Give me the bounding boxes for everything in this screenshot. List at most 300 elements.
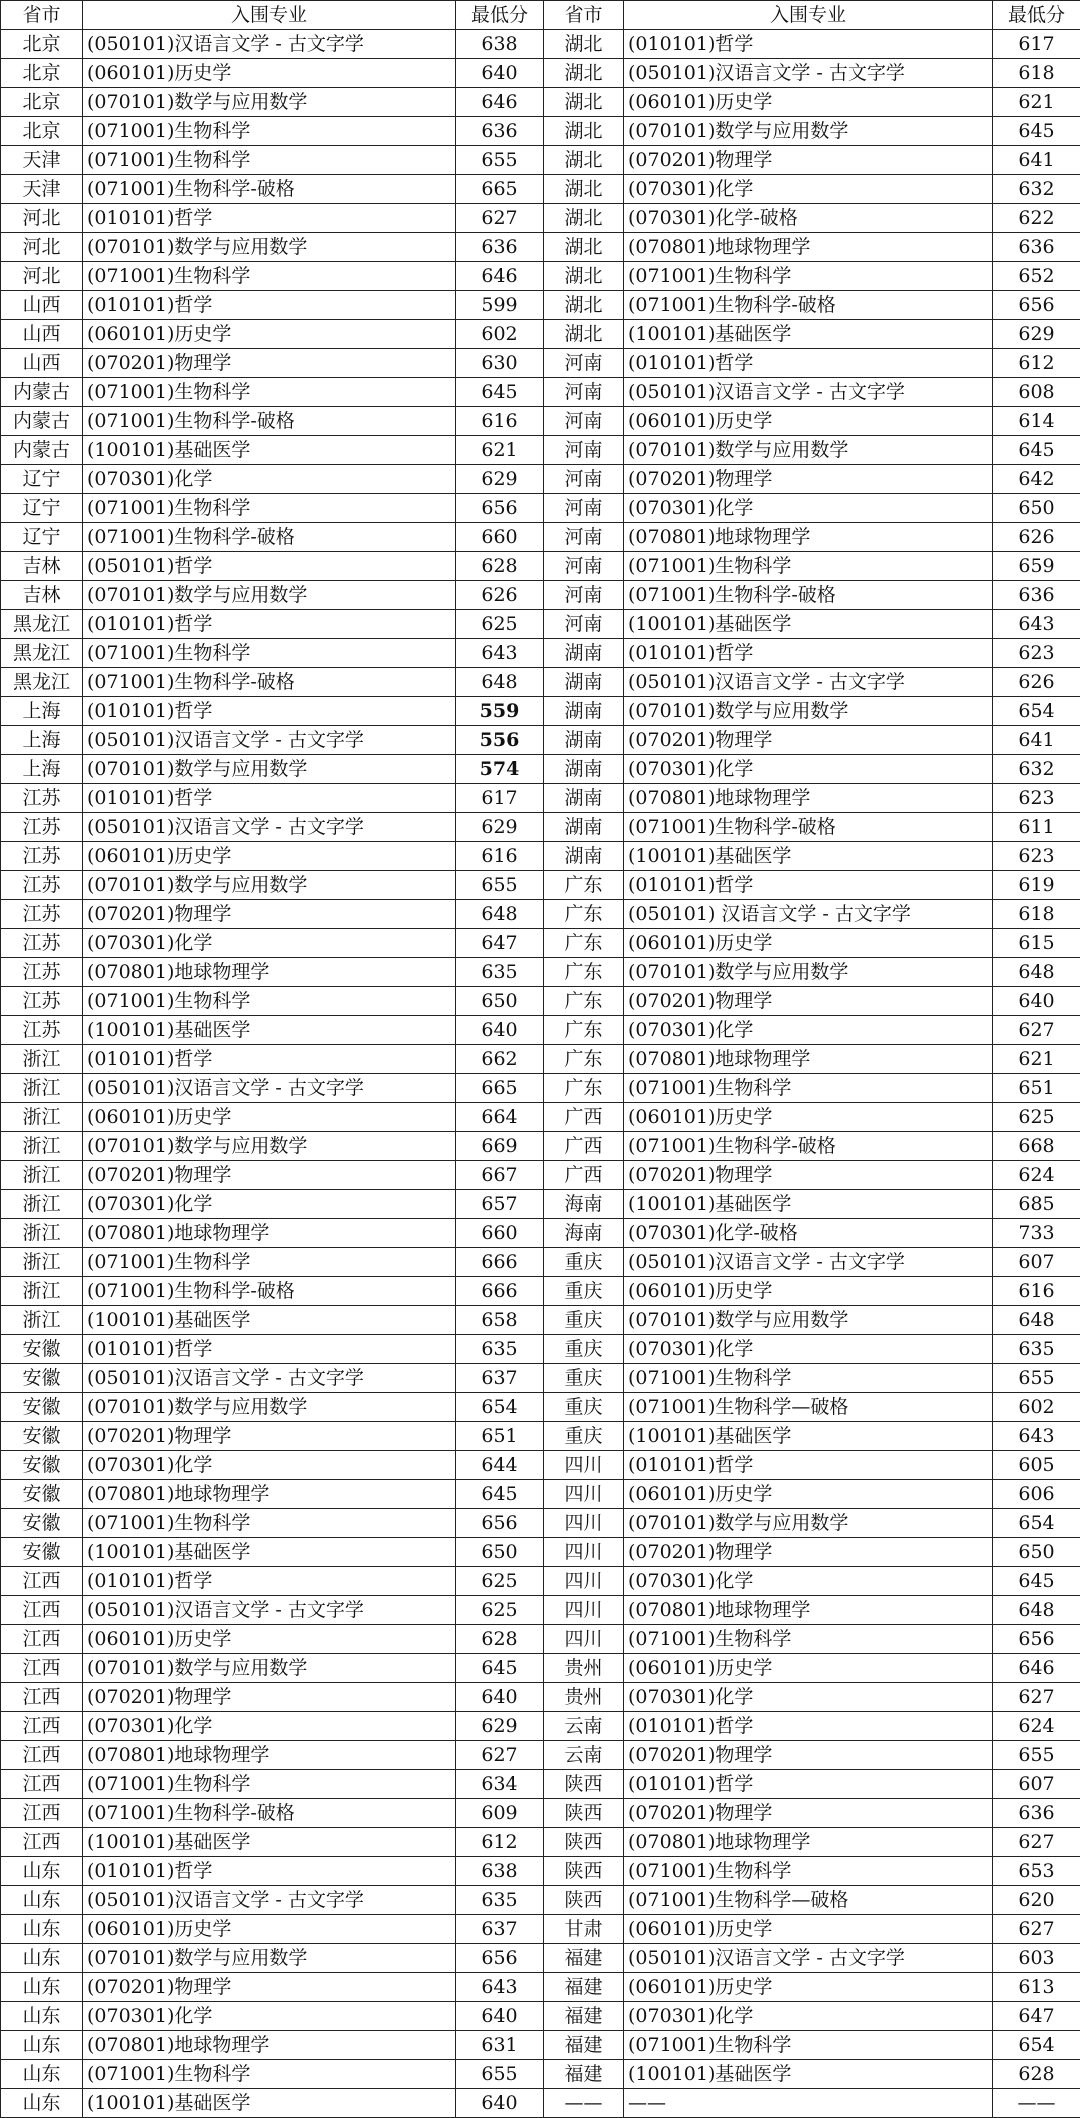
province-cell: 湖北 xyxy=(544,175,624,204)
major-cell: (071001)生物科学 xyxy=(83,2060,456,2089)
province-cell: 福建 xyxy=(544,1973,624,2002)
table-row xyxy=(1,1306,1080,1335)
major-cell: (071001)生物科学 xyxy=(624,552,993,581)
score-cell: 628 xyxy=(456,1625,544,1654)
score-cell: 647 xyxy=(456,929,544,958)
province-cell: 江西 xyxy=(1,1596,83,1625)
header-major: 入围专业 xyxy=(624,1,993,30)
score-cell: 656 xyxy=(993,291,1080,320)
major-cell: (060101)历史学 xyxy=(624,1915,993,1944)
major-cell: (100101)基础医学 xyxy=(624,2060,993,2089)
major-cell: (100101)基础医学 xyxy=(624,610,993,639)
major-cell: (071001)生物科学 xyxy=(83,639,456,668)
score-cell: 650 xyxy=(993,494,1080,523)
score-cell: 638 xyxy=(456,30,544,59)
province-cell: 浙江 xyxy=(1,1103,83,1132)
province-cell: 海南 xyxy=(544,1190,624,1219)
province-cell: 安徽 xyxy=(1,1335,83,1364)
score-cell: 659 xyxy=(993,552,1080,581)
score-cell: 627 xyxy=(993,1683,1080,1712)
score-cell: 644 xyxy=(456,1451,544,1480)
province-cell: 安徽 xyxy=(1,1509,83,1538)
score-cell: 648 xyxy=(993,958,1080,987)
province-cell: 贵州 xyxy=(544,1654,624,1683)
score-cell: 640 xyxy=(456,1683,544,1712)
province-cell: 四川 xyxy=(544,1509,624,1538)
major-cell: (070301)化学 xyxy=(624,1335,993,1364)
score-cell: 656 xyxy=(456,1944,544,1973)
table-row xyxy=(1,494,1080,523)
province-cell: 河南 xyxy=(544,523,624,552)
province-cell: 浙江 xyxy=(1,1045,83,1074)
score-cell: 629 xyxy=(456,813,544,842)
province-cell: 河北 xyxy=(1,262,83,291)
province-cell: 山西 xyxy=(1,320,83,349)
province-cell: 山东 xyxy=(1,1915,83,1944)
major-cell: (071001)生物科学 xyxy=(83,1509,456,1538)
province-cell: 广西 xyxy=(544,1103,624,1132)
province-cell: 山东 xyxy=(1,1944,83,1973)
score-cell: 653 xyxy=(993,1857,1080,1886)
province-cell: 云南 xyxy=(544,1741,624,1770)
province-cell: 湖南 xyxy=(544,726,624,755)
table-row xyxy=(1,1567,1080,1596)
major-cell: (010101)哲学 xyxy=(624,1712,993,1741)
score-cell: 628 xyxy=(993,2060,1080,2089)
score-cell: 612 xyxy=(456,1828,544,1857)
table-row xyxy=(1,1654,1080,1683)
table-row xyxy=(1,1045,1080,1074)
score-cell: 631 xyxy=(456,2031,544,2060)
major-cell: —— xyxy=(624,2089,993,2118)
table-row xyxy=(1,755,1080,784)
province-cell: 江西 xyxy=(1,1567,83,1596)
score-cell: 626 xyxy=(456,581,544,610)
major-cell: (060101)历史学 xyxy=(83,320,456,349)
major-cell: (071001)生物科学 xyxy=(624,1625,993,1654)
province-cell: 河南 xyxy=(544,494,624,523)
province-cell: 四川 xyxy=(544,1596,624,1625)
major-cell: (100101)基础医学 xyxy=(624,320,993,349)
major-cell: (071001)生物科学-破格 xyxy=(83,175,456,204)
major-cell: (100101)基础医学 xyxy=(83,1016,456,1045)
major-cell: (070101)数学与应用数学 xyxy=(624,436,993,465)
table-row xyxy=(1,1161,1080,1190)
province-cell: 上海 xyxy=(1,755,83,784)
major-cell: (010101)哲学 xyxy=(83,784,456,813)
province-cell: 福建 xyxy=(544,2031,624,2060)
province-cell: 上海 xyxy=(1,726,83,755)
score-cell: 647 xyxy=(993,2002,1080,2031)
major-cell: (070101)数学与应用数学 xyxy=(83,1944,456,1973)
major-cell: (070301)化学-破格 xyxy=(624,204,993,233)
table-row xyxy=(1,88,1080,117)
major-cell: (010101)哲学 xyxy=(83,291,456,320)
major-cell: (071001)生物科学 xyxy=(83,1248,456,1277)
province-cell: 湖北 xyxy=(544,204,624,233)
province-cell: 湖南 xyxy=(544,784,624,813)
major-cell: (050101)汉语言文学 - 古文字学 xyxy=(83,813,456,842)
province-cell: 吉林 xyxy=(1,581,83,610)
header-row xyxy=(1,1,1080,30)
table-row xyxy=(1,204,1080,233)
province-cell: 湖北 xyxy=(544,59,624,88)
score-cell: 614 xyxy=(993,407,1080,436)
province-cell: 江西 xyxy=(1,1625,83,1654)
major-cell: (100101)基础医学 xyxy=(83,1306,456,1335)
province-cell: 内蒙古 xyxy=(1,378,83,407)
province-cell: 海南 xyxy=(544,1219,624,1248)
province-cell: 浙江 xyxy=(1,1074,83,1103)
major-cell: (071001)生物科学 xyxy=(83,1770,456,1799)
province-cell: 浙江 xyxy=(1,1277,83,1306)
major-cell: (070101)数学与应用数学 xyxy=(83,581,456,610)
header-major: 入围专业 xyxy=(83,1,456,30)
score-cell: 656 xyxy=(993,1625,1080,1654)
province-cell: 福建 xyxy=(544,1944,624,1973)
score-cell: 635 xyxy=(456,958,544,987)
score-cell: 685 xyxy=(993,1190,1080,1219)
province-cell: 湖北 xyxy=(544,320,624,349)
province-cell: 山东 xyxy=(1,2060,83,2089)
score-cell: 636 xyxy=(456,233,544,262)
major-cell: (070301)化学 xyxy=(83,929,456,958)
table-row xyxy=(1,581,1080,610)
major-cell: (070101)数学与应用数学 xyxy=(624,958,993,987)
table-row xyxy=(1,1625,1080,1654)
table-row xyxy=(1,175,1080,204)
major-cell: (010101)哲学 xyxy=(624,639,993,668)
major-cell: (070201)物理学 xyxy=(624,1161,993,1190)
table-row xyxy=(1,929,1080,958)
major-cell: (070301)化学 xyxy=(624,755,993,784)
table-row xyxy=(1,320,1080,349)
score-cell: 618 xyxy=(993,59,1080,88)
score-cell: —— xyxy=(993,2089,1080,2118)
score-cell: 616 xyxy=(456,407,544,436)
province-cell: 河南 xyxy=(544,378,624,407)
score-cell: 645 xyxy=(456,1480,544,1509)
province-cell: 安徽 xyxy=(1,1451,83,1480)
major-cell: (070301)化学 xyxy=(624,2002,993,2031)
score-cell: 625 xyxy=(456,1596,544,1625)
major-cell: (070101)数学与应用数学 xyxy=(624,697,993,726)
province-cell: 黑龙江 xyxy=(1,610,83,639)
score-cell: 613 xyxy=(993,1973,1080,2002)
table-row xyxy=(1,1422,1080,1451)
province-cell: 上海 xyxy=(1,697,83,726)
major-cell: (060101)历史学 xyxy=(624,1654,993,1683)
score-cell: 665 xyxy=(456,175,544,204)
table-row xyxy=(1,726,1080,755)
province-cell: 黑龙江 xyxy=(1,668,83,697)
major-cell: (010101)哲学 xyxy=(83,204,456,233)
major-cell: (100101)基础医学 xyxy=(83,1828,456,1857)
score-cell: 625 xyxy=(993,1103,1080,1132)
header-province: 省市 xyxy=(1,1,83,30)
province-cell: 辽宁 xyxy=(1,465,83,494)
major-cell: (010101)哲学 xyxy=(83,697,456,726)
score-cell: 654 xyxy=(456,1393,544,1422)
table-row xyxy=(1,639,1080,668)
score-cell: 643 xyxy=(993,1422,1080,1451)
score-cell: 669 xyxy=(456,1132,544,1161)
province-cell: 山东 xyxy=(1,1973,83,2002)
score-cell: 556 xyxy=(456,726,544,755)
province-cell: 内蒙古 xyxy=(1,407,83,436)
major-cell: (070201)物理学 xyxy=(624,1741,993,1770)
score-cell: 634 xyxy=(456,1770,544,1799)
major-cell: (060101)历史学 xyxy=(83,842,456,871)
score-cell: 621 xyxy=(456,436,544,465)
province-cell: 浙江 xyxy=(1,1306,83,1335)
province-cell: 安徽 xyxy=(1,1480,83,1509)
score-cell: 656 xyxy=(456,1509,544,1538)
score-cell: 658 xyxy=(456,1306,544,1335)
score-cell: 654 xyxy=(993,2031,1080,2060)
major-cell: (100101)基础医学 xyxy=(83,436,456,465)
province-cell: 河南 xyxy=(544,465,624,494)
major-cell: (070801)地球物理学 xyxy=(83,1741,456,1770)
province-cell: 江苏 xyxy=(1,871,83,900)
score-cell: 646 xyxy=(993,1654,1080,1683)
major-cell: (071001)生物科学 xyxy=(624,1074,993,1103)
major-cell: (060101)历史学 xyxy=(624,1103,993,1132)
province-cell: 广东 xyxy=(544,1074,624,1103)
province-cell: 贵州 xyxy=(544,1683,624,1712)
major-cell: (070101)数学与应用数学 xyxy=(83,88,456,117)
major-cell: (071001)生物科学 xyxy=(83,494,456,523)
score-cell: 621 xyxy=(993,1045,1080,1074)
score-cell: 606 xyxy=(993,1480,1080,1509)
major-cell: (070801)地球物理学 xyxy=(624,523,993,552)
table-row xyxy=(1,1915,1080,1944)
score-cell: 617 xyxy=(993,30,1080,59)
table-row xyxy=(1,784,1080,813)
province-cell: 河南 xyxy=(544,610,624,639)
major-cell: (070201)物理学 xyxy=(624,1538,993,1567)
score-cell: 625 xyxy=(456,610,544,639)
province-cell: 湖南 xyxy=(544,813,624,842)
table-row xyxy=(1,610,1080,639)
major-cell: (070301)化学 xyxy=(83,2002,456,2031)
table-row xyxy=(1,2060,1080,2089)
score-cell: 645 xyxy=(456,378,544,407)
score-cell: 635 xyxy=(456,1886,544,1915)
score-cell: 648 xyxy=(456,900,544,929)
major-cell: (050101)汉语言文学 - 古文字学 xyxy=(83,1074,456,1103)
province-cell: 甘肃 xyxy=(544,1915,624,1944)
score-cell: 668 xyxy=(993,1132,1080,1161)
score-cell: 638 xyxy=(456,1857,544,1886)
score-cell: 667 xyxy=(456,1161,544,1190)
major-cell: (060101)历史学 xyxy=(83,1625,456,1654)
score-cell: 625 xyxy=(456,1567,544,1596)
table-row xyxy=(1,1712,1080,1741)
major-cell: (071001)生物科学-破格 xyxy=(83,668,456,697)
score-cell: 605 xyxy=(993,1451,1080,1480)
major-cell: (071001)生物科学 xyxy=(624,2031,993,2060)
major-cell: (060101)历史学 xyxy=(624,1277,993,1306)
province-cell: 四川 xyxy=(544,1567,624,1596)
score-cell: 645 xyxy=(993,436,1080,465)
major-cell: (070801)地球物理学 xyxy=(83,958,456,987)
province-cell: 黑龙江 xyxy=(1,639,83,668)
score-cell: 655 xyxy=(456,146,544,175)
major-cell: (071001)生物科学 xyxy=(83,117,456,146)
score-cell: 636 xyxy=(993,233,1080,262)
major-cell: (060101)历史学 xyxy=(83,1103,456,1132)
major-cell: (060101)历史学 xyxy=(624,1973,993,2002)
major-cell: (060101)历史学 xyxy=(83,1915,456,1944)
major-cell: (071001)生物科学 xyxy=(624,262,993,291)
major-cell: (070201)物理学 xyxy=(83,1973,456,2002)
major-cell: (070201)物理学 xyxy=(83,349,456,378)
table-row xyxy=(1,1480,1080,1509)
province-cell: 广西 xyxy=(544,1161,624,1190)
major-cell: (070201)物理学 xyxy=(83,900,456,929)
score-cell: 628 xyxy=(456,552,544,581)
province-cell: 广东 xyxy=(544,1045,624,1074)
major-cell: (070801)地球物理学 xyxy=(624,1045,993,1074)
major-cell: (070101)数学与应用数学 xyxy=(83,1132,456,1161)
province-cell: 山东 xyxy=(1,2002,83,2031)
table-row xyxy=(1,1886,1080,1915)
table-row xyxy=(1,523,1080,552)
table-row xyxy=(1,117,1080,146)
province-cell: 内蒙古 xyxy=(1,436,83,465)
province-cell: 山东 xyxy=(1,2031,83,2060)
score-cell: 643 xyxy=(456,639,544,668)
major-cell: (070301)化学-破格 xyxy=(624,1219,993,1248)
major-cell: (070301)化学 xyxy=(624,175,993,204)
score-cell: 733 xyxy=(993,1219,1080,1248)
score-cell: 623 xyxy=(993,639,1080,668)
province-cell: 福建 xyxy=(544,2002,624,2031)
table-row xyxy=(1,668,1080,697)
province-cell: 广东 xyxy=(544,871,624,900)
major-cell: (070301)化学 xyxy=(83,1451,456,1480)
major-cell: (071001)生物科学-破格 xyxy=(83,523,456,552)
major-cell: (010101)哲学 xyxy=(83,1045,456,1074)
province-cell: 陕西 xyxy=(544,1828,624,1857)
major-cell: (071001)生物科学-破格 xyxy=(624,1132,993,1161)
score-cell: 629 xyxy=(993,320,1080,349)
major-cell: (070101)数学与应用数学 xyxy=(83,1393,456,1422)
major-cell: (060101)历史学 xyxy=(83,59,456,88)
score-cell: 636 xyxy=(993,1799,1080,1828)
score-cell: 636 xyxy=(993,581,1080,610)
province-cell: 广东 xyxy=(544,929,624,958)
major-cell: (070801)地球物理学 xyxy=(83,1219,456,1248)
major-cell: (070101)数学与应用数学 xyxy=(624,1306,993,1335)
province-cell: 广西 xyxy=(544,1132,624,1161)
province-cell: 湖南 xyxy=(544,697,624,726)
province-cell: 河北 xyxy=(1,204,83,233)
major-cell: (071001)生物科学 xyxy=(624,1857,993,1886)
province-cell: 浙江 xyxy=(1,1161,83,1190)
table-row xyxy=(1,233,1080,262)
province-cell: 河南 xyxy=(544,552,624,581)
score-cell: 640 xyxy=(456,59,544,88)
header-score: 最低分 xyxy=(456,1,544,30)
major-cell: (070201)物理学 xyxy=(83,1161,456,1190)
major-cell: (070201)物理学 xyxy=(624,1799,993,1828)
major-cell: (071001)生物科学-破格 xyxy=(624,581,993,610)
score-cell: 637 xyxy=(456,1364,544,1393)
header-score: 最低分 xyxy=(993,1,1080,30)
table-row xyxy=(1,1103,1080,1132)
score-cell: 637 xyxy=(456,1915,544,1944)
score-cell: 624 xyxy=(993,1161,1080,1190)
major-cell: (050101)汉语言文学 - 古文字学 xyxy=(624,1944,993,1973)
score-cell: 622 xyxy=(993,204,1080,233)
score-cell: 651 xyxy=(456,1422,544,1451)
major-cell: (050101)汉语言文学 - 古文字学 xyxy=(83,726,456,755)
province-cell: 湖北 xyxy=(544,146,624,175)
province-cell: 河南 xyxy=(544,581,624,610)
province-cell: 安徽 xyxy=(1,1538,83,1567)
table-row xyxy=(1,1277,1080,1306)
major-cell: (070301)化学 xyxy=(83,1190,456,1219)
major-cell: (070101)数学与应用数学 xyxy=(83,1654,456,1683)
major-cell: (010101)哲学 xyxy=(624,30,993,59)
table-row xyxy=(1,1016,1080,1045)
major-cell: (010101)哲学 xyxy=(83,610,456,639)
table-row xyxy=(1,146,1080,175)
province-cell: 河南 xyxy=(544,407,624,436)
score-cell: 623 xyxy=(993,784,1080,813)
province-cell: 湖南 xyxy=(544,668,624,697)
score-cell: 624 xyxy=(993,1712,1080,1741)
score-cell: 607 xyxy=(993,1770,1080,1799)
province-cell: 广东 xyxy=(544,958,624,987)
score-cell: 640 xyxy=(456,1016,544,1045)
score-cell: 635 xyxy=(456,1335,544,1364)
score-cell: 627 xyxy=(993,1016,1080,1045)
score-cell: 641 xyxy=(993,726,1080,755)
major-cell: (070201)物理学 xyxy=(624,726,993,755)
table-row xyxy=(1,378,1080,407)
province-cell: 广东 xyxy=(544,900,624,929)
score-cell: 650 xyxy=(456,1538,544,1567)
score-cell: 640 xyxy=(993,987,1080,1016)
score-cell: 636 xyxy=(456,117,544,146)
major-cell: (070801)地球物理学 xyxy=(624,1596,993,1625)
province-cell: 广东 xyxy=(544,1016,624,1045)
province-cell: 北京 xyxy=(1,88,83,117)
province-cell: 辽宁 xyxy=(1,523,83,552)
province-cell: —— xyxy=(544,2089,624,2118)
major-cell: (060101)历史学 xyxy=(624,407,993,436)
major-cell: (050101)汉语言文学 - 古文字学 xyxy=(83,30,456,59)
major-cell: (071001)生物科学 xyxy=(624,1364,993,1393)
major-cell: (010101)哲学 xyxy=(624,349,993,378)
province-cell: 浙江 xyxy=(1,1190,83,1219)
score-cell: 599 xyxy=(456,291,544,320)
major-cell: (070301)化学 xyxy=(624,1683,993,1712)
major-cell: (050101)汉语言文学 - 古文字学 xyxy=(83,1886,456,1915)
province-cell: 四川 xyxy=(544,1480,624,1509)
score-cell: 650 xyxy=(456,987,544,1016)
major-cell: (010101)哲学 xyxy=(83,1857,456,1886)
table-row xyxy=(1,1509,1080,1538)
major-cell: (070801)地球物理学 xyxy=(624,233,993,262)
score-cell: 656 xyxy=(456,494,544,523)
score-cell: 646 xyxy=(456,262,544,291)
table-row xyxy=(1,813,1080,842)
major-cell: (010101)哲学 xyxy=(624,871,993,900)
